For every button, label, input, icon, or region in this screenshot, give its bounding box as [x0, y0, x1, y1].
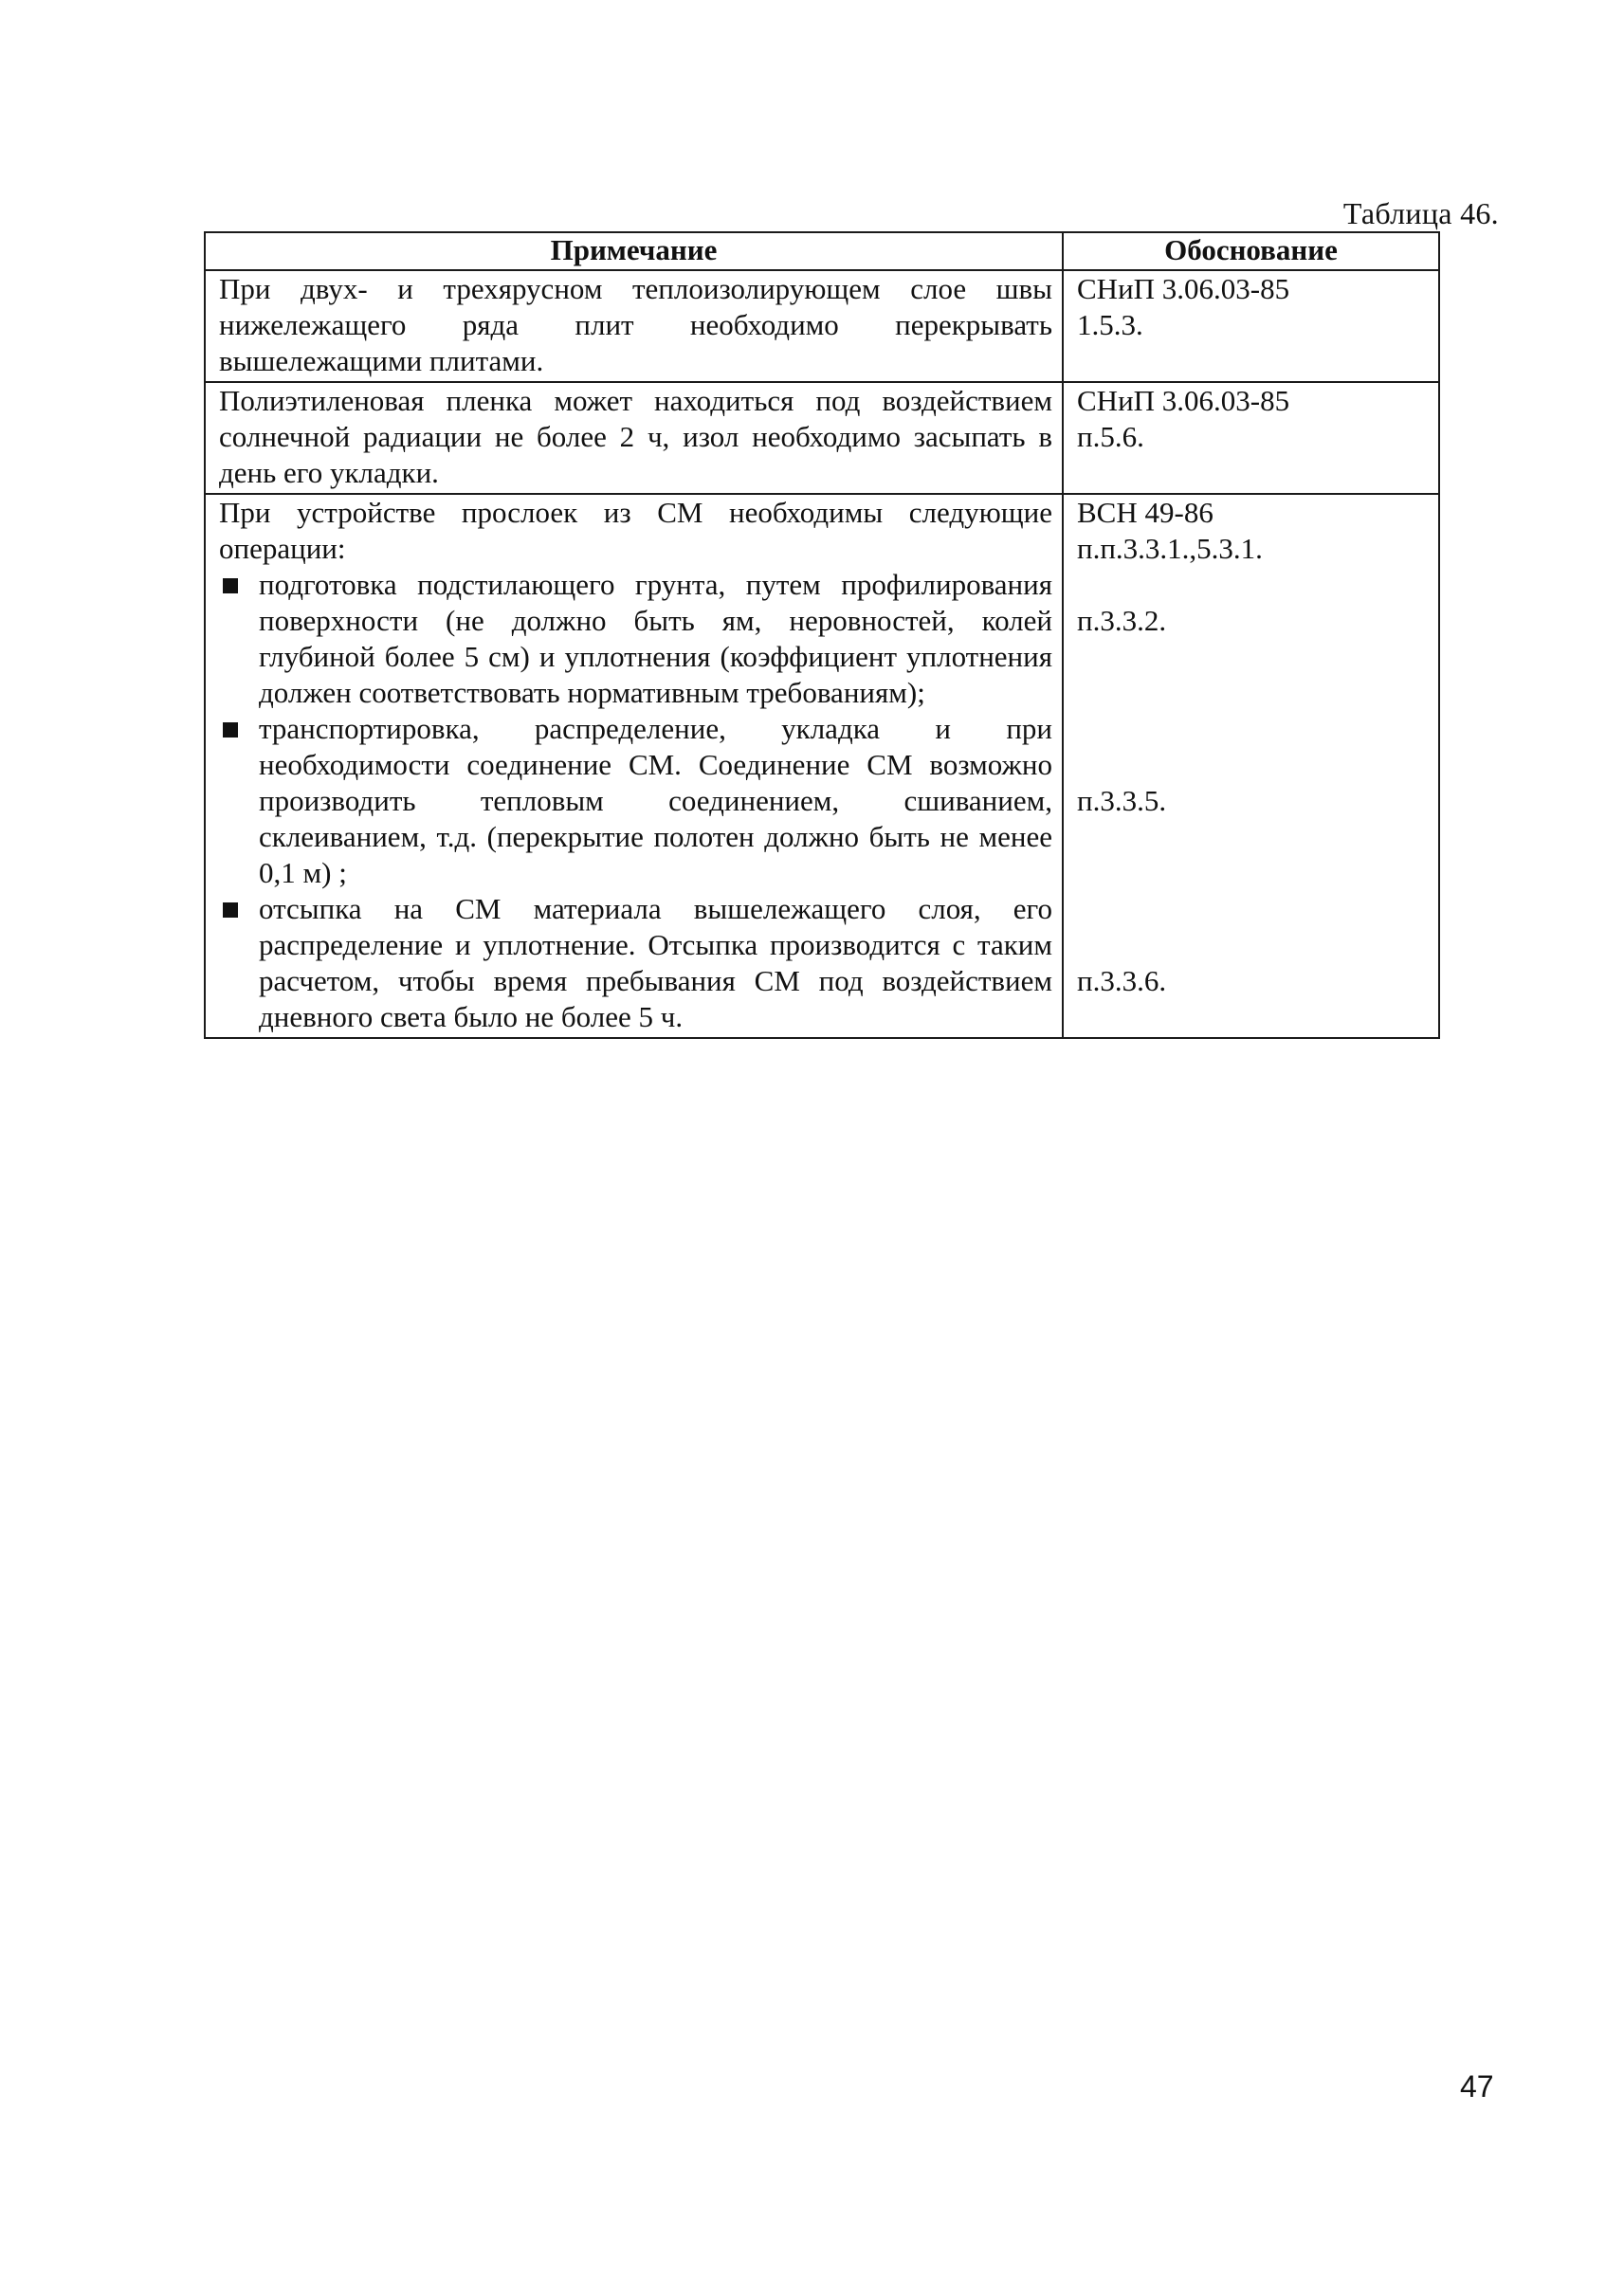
- basis-clause: п.5.6.: [1077, 420, 1144, 453]
- basis-ref: п.3.3.5.: [1077, 784, 1167, 817]
- basis-spacer: [1077, 819, 1432, 891]
- notes-table: [204, 231, 1440, 1039]
- basis-code: СНиП 3.06.03-85: [1077, 272, 1290, 305]
- list-item-text: подготовка подстилающего грунта, путем профилирования поверхности (не должно быть ям, неровностей, колей глубиной более 5 см) и уплотнения (коэффициент уплотнения должен соответствовать нормативным требованиям);: [259, 568, 1052, 709]
- note-cell: Полиэтиленовая пленка может находиться под воздействием солнечной радиации не более 2 ч, изол необходимо засыпать в день его укладки.: [205, 382, 1063, 494]
- column-header-basis: Обоснование: [1063, 232, 1439, 270]
- note-cell: [205, 494, 1063, 1038]
- column-header-note: Примечание: [205, 232, 1063, 270]
- basis-code: ВСН 49-86: [1077, 496, 1213, 529]
- table-row: [205, 270, 1439, 382]
- list-item-text: отсыпка на СМ материала вышележащего слоя, его распределение и уплотнение. Отсыпка производится с таким расчетом, чтобы время пребывания СМ под воздействием дневного света было не более 5 ч.: [259, 892, 1052, 1033]
- basis-spacer: [1077, 567, 1432, 603]
- page-number: 47: [1460, 2069, 1494, 2104]
- basis-spacer: [1077, 639, 1432, 711]
- note-intro: При устройстве прослоек из СМ необходимы следующие операции:: [219, 496, 1052, 565]
- basis-clause: п.п.3.3.1.,5.3.1.: [1077, 532, 1263, 565]
- table-row: [205, 494, 1439, 1038]
- operations-list: [219, 567, 1052, 1035]
- basis-cell: [1063, 270, 1439, 382]
- basis-spacer: [1077, 711, 1432, 783]
- table-header-row: [205, 232, 1439, 270]
- basis-cell: [1063, 494, 1439, 1038]
- list-item: [219, 711, 1052, 891]
- basis-ref: п.3.3.6.: [1077, 964, 1167, 997]
- basis-spacer: [1077, 891, 1432, 963]
- square-bullet-icon: [223, 722, 238, 738]
- list-item-text: транспортировка, распределение, укладка и при необходимости соединение СМ. Соединение СМ возможно производить тепловым соединением, сшиванием, склеиванием, т.д. (перекрытие полотен должно быть не менее 0,1 м) ;: [259, 712, 1052, 889]
- basis-ref: п.3.3.2.: [1077, 604, 1167, 637]
- basis-cell: [1063, 382, 1439, 494]
- basis-code: СНиП 3.06.03-85: [1077, 384, 1290, 417]
- table-row: [205, 382, 1439, 494]
- square-bullet-icon: [223, 902, 238, 918]
- basis-clause: 1.5.3.: [1077, 308, 1143, 341]
- note-cell: При двух- и трехярусном теплоизолирующем слое швы нижележащего ряда плит необходимо перекрывать вышележащими плитами.: [205, 270, 1063, 382]
- square-bullet-icon: [223, 578, 238, 593]
- list-item: [219, 567, 1052, 711]
- list-item: [219, 891, 1052, 1035]
- table-caption: Таблица 46.: [1342, 196, 1499, 230]
